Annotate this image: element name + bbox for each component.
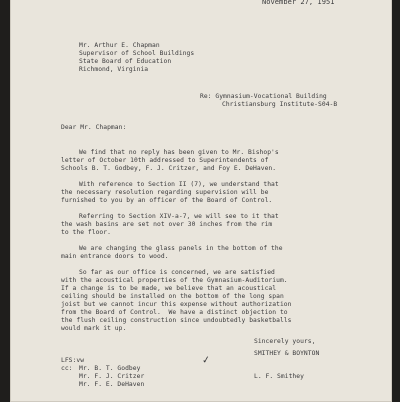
salutation: Dear Mr. Chapman: bbox=[61, 124, 127, 131]
subject-line-1: Re: Gymnasium-Vocational Building bbox=[200, 93, 327, 100]
recipient-title: Supervisor of School Buildings bbox=[79, 50, 195, 57]
letter-date: November 27, 1951 bbox=[262, 0, 335, 6]
cc-recipient: Mr. F. J. Critzer bbox=[79, 373, 145, 380]
paragraph-line: letter of October 10th addressed to Superintendents of bbox=[61, 157, 269, 164]
paragraph-line: Referring to Section XIV-a-7, we will see to it that bbox=[79, 213, 279, 220]
firm-name: SMITHEY & BOYNTON bbox=[254, 350, 320, 357]
paragraph-line: ceiling should be installed on the bottom of the long span bbox=[61, 293, 284, 300]
paragraph-line: the wash basins are set not over 30 inches from the rim bbox=[61, 221, 273, 228]
paragraph-line: furnished to you by an officer of the Board of Control. bbox=[61, 197, 273, 204]
paragraph-line: So far as our office is concerned, we are satisfied bbox=[79, 269, 275, 276]
check-mark-icon: ✓ bbox=[201, 354, 212, 367]
complimentary-close: Sincerely yours, bbox=[254, 338, 316, 345]
recipient-organization: State Board of Education bbox=[79, 58, 172, 65]
paragraph-line: the necessary resolution regarding supervision will be bbox=[61, 189, 269, 196]
paragraph-line: from the Board of Control. We have a distinct objection to bbox=[61, 309, 288, 316]
paragraph-line: joist but we cannot incur this expense without authorization bbox=[61, 301, 292, 308]
paragraph-line: to the floor. bbox=[61, 229, 111, 236]
paragraph-line: We find that no reply has been given to Mr. Bishop's bbox=[79, 149, 279, 156]
cc-recipient: Mr. F. E. DeHaven bbox=[79, 381, 145, 388]
letter-page bbox=[10, 0, 392, 402]
cc-recipient: Mr. B. T. Godbey bbox=[79, 365, 141, 372]
typist-initials: LFS:vw bbox=[61, 357, 85, 364]
paragraph-line: main entrance doors to wood. bbox=[61, 253, 169, 260]
signer-name: L. F. Smithey bbox=[254, 373, 304, 380]
recipient-city: Richmond, Virginia bbox=[79, 66, 149, 73]
paragraph-line: We are changing the glass panels in the bottom of the bbox=[79, 245, 283, 252]
cc-label: cc: bbox=[61, 365, 73, 372]
paragraph-line: the flush ceiling construction since undoubtedly basketballs bbox=[61, 317, 292, 324]
paragraph-line: with the acoustical properties of the Gymnasium-Auditorium. bbox=[61, 277, 288, 284]
paragraph-line: If a change is to be made, we believe that an acoustical bbox=[61, 285, 277, 292]
paragraph-line: Schools B. T. Godbey, F. J. Critzer, and Foy E. DeHaven. bbox=[61, 165, 277, 172]
paragraph-line: would mark it up. bbox=[61, 325, 127, 332]
subject-line-2: Christiansburg Institute-S04-B bbox=[222, 101, 338, 108]
recipient-name: Mr. Arthur E. Chapman bbox=[79, 42, 160, 49]
paragraph-line: With reference to Section II (7), we understand that bbox=[79, 181, 279, 188]
